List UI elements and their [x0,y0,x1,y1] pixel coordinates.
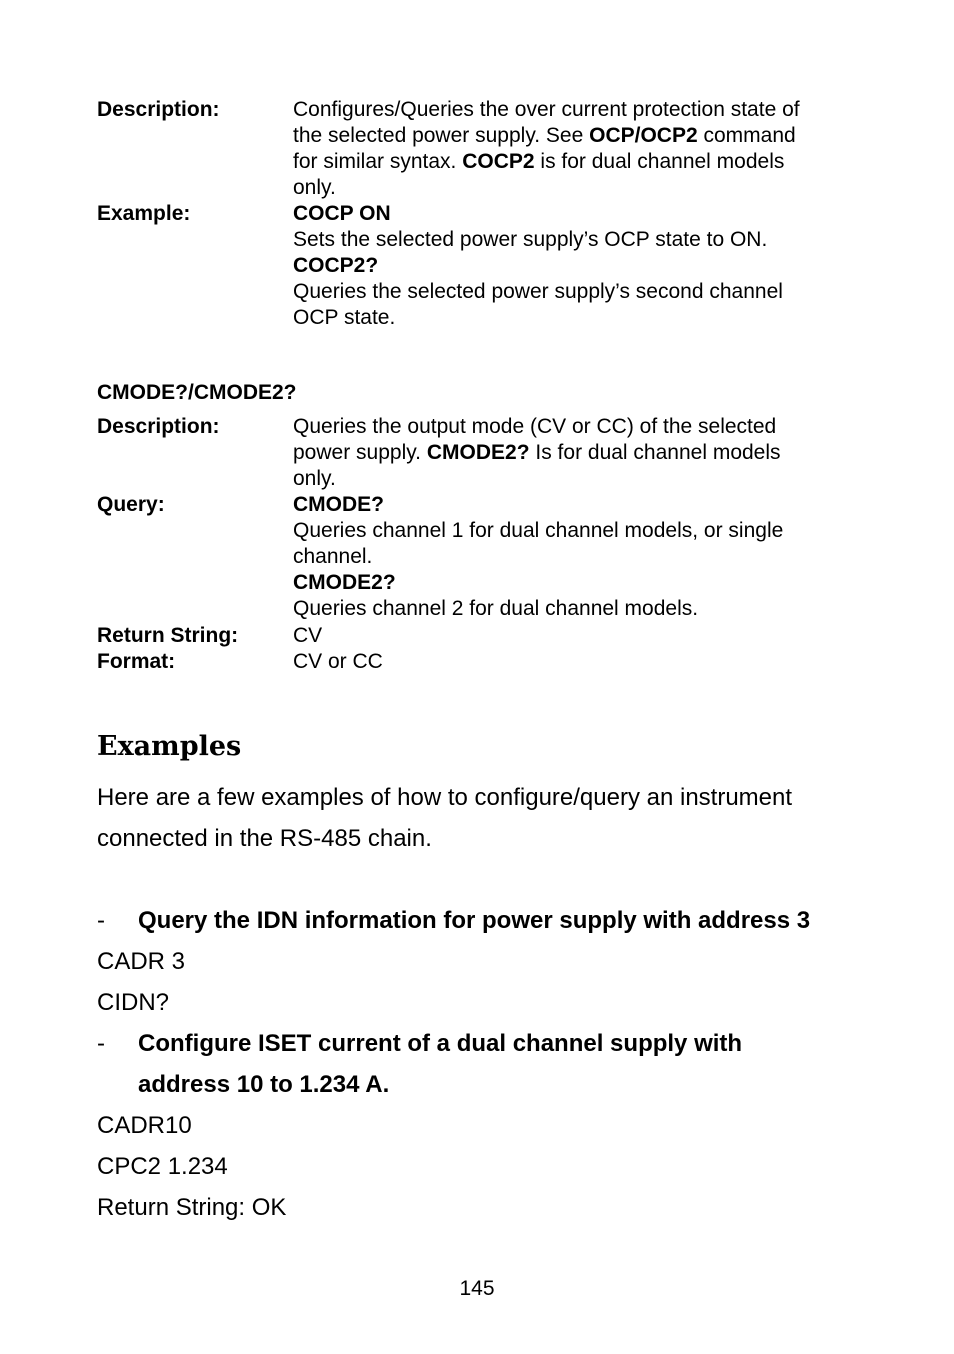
query-command: CMODE2? [293,571,396,594]
cocp-example-text [293,201,853,331]
examples-intro-line-1: Here are a few examples of how to configure/query an instrument [97,784,793,811]
cmode-format-label: Format: [97,650,176,673]
example-command: COCP2? [293,254,379,277]
cmode-return-value: CV [293,624,323,647]
cmode-query-label: Query: [97,493,165,516]
bullet-dash: - [97,907,105,934]
example-2-title-line-1: Configure ISET current of a dual channel supply with [138,1030,743,1057]
text-line: Queries the output mode (CV or CC) of the selected [293,415,777,438]
inline-command: COCP2 [462,150,535,173]
cmode-return-label: Return String: [97,624,239,647]
cmode-heading: CMODE?/CMODE2? [97,381,297,404]
text-line: only. [293,176,336,199]
example-1-line-1: CADR 3 [97,948,186,975]
page-number: 145 [459,1277,495,1300]
text-line: channel. [293,545,373,568]
inline-command: CMODE2? [426,441,530,464]
examples-heading: Examples [97,731,242,762]
bullet-dash: - [97,1030,105,1057]
text-line: Queries channel 2 for dual channel models. [293,597,699,620]
inline-command: OCP/OCP2 [589,124,698,147]
text-line: Sets the selected power supply’s OCP state to ON. [293,228,768,251]
cmode-return-value-wrap [293,623,853,649]
examples-intro-line-2: connected in the RS-485 chain. [97,825,432,852]
text-line: for similar syntax. COCP2 is for dual channel models [293,150,785,173]
example-2-line-3: Return String: OK [97,1194,287,1221]
cmode-description-text [293,414,853,492]
example-1-line-2: CIDN? [97,989,170,1016]
text-line: Queries the selected power supply’s second channel [293,280,783,303]
example-2-line-2: CPC2 1.234 [97,1153,228,1180]
example-command: COCP ON [293,202,391,225]
example-2-line-1: CADR10 [97,1112,192,1139]
cmode-description-label: Description: [97,415,220,438]
text-line: only. [293,467,336,490]
cmode-format-value-wrap [293,649,853,675]
cocp-example-label: Example: [97,202,191,225]
cocp-description-text [293,97,853,201]
example-2-title-line-2: address 10 to 1.234 A. [138,1071,390,1098]
example-1-title: Query the IDN information for power supply with address 3 [138,907,811,934]
text-line: Configures/Queries the over current protection state of [293,98,800,121]
text-line: OCP state. [293,306,396,329]
text-line: Queries channel 1 for dual channel models, or single [293,519,784,542]
cmode-format-value: CV or CC [293,650,383,673]
cmode-query-text [293,492,853,622]
text-line: power supply. CMODE2? Is for dual channel models [293,441,781,464]
text-line: the selected power supply. See OCP/OCP2 command [293,124,796,147]
cocp-description-label: Description: [97,98,220,121]
query-command: CMODE? [293,493,384,516]
